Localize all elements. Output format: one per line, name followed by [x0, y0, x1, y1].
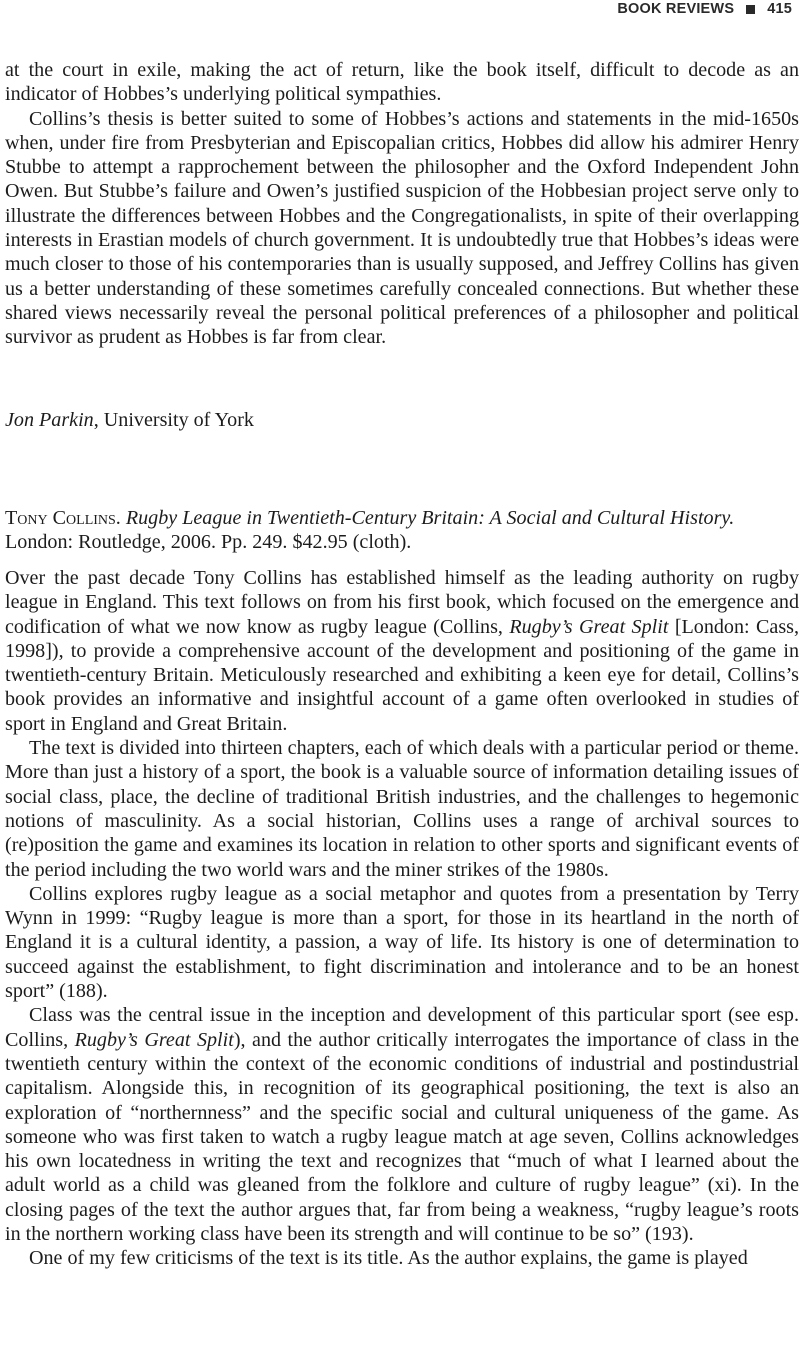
cited-title: Rugby’s Great Split — [509, 615, 669, 638]
page-number: 415 — [767, 1, 792, 17]
publication-details: London: Routledge, 2006. Pp. 249. $42.95 (cloth). — [5, 531, 412, 554]
paragraph: The text is divided into thirteen chapters, each of which deals with a particular period or theme. More than just a history of a sport, the book is a valuable source of information detailing issues of social class, place, the decline of traditional British industries, and the challenges to hegemonic notions of masculinity. As a social historian, Collins uses a range of archival sources to (re)position the game and examines its location in relation to other sports and significant events of the period including the two world wars and the miner strikes of the 1980s. — [5, 737, 799, 881]
text-run: [London: Cass, 1998]), to provide a comprehensive account of the development and positioning of the game in twentieth-century Britain. Meticulously researched and exhibiting a keen eye for detail, Collins’s book provides an informative and insightful account of a game often overlooked in studies of sport in England and Great Britain. — [5, 615, 799, 735]
paragraph: Collins explores rugby league as a social metaphor and quotes from a presentation by Terry Wynn in 1999: “Rugby league is more than a sport, for those in its heartland in the north of England it is a cultural identity, a passion, a way of life. Its history is one of determination to succeed against the establishment, to fight discrimination and intolerance and to be an honest sport” (188). — [5, 882, 799, 1003]
paragraph: One of my few criticisms of the text is its title. As the author explains, the game is played — [29, 1247, 748, 1270]
paragraph — [5, 1003, 799, 1246]
book-title: Rugby League in Twentieth-Century Britain: A Social and Cultural History. — [125, 507, 735, 529]
reviewer-name: Jon Parkin — [5, 409, 94, 431]
section-title: BOOK REVIEWS — [617, 1, 735, 17]
previous-review-ending — [5, 58, 799, 350]
text-run: Class was the central issue in the inception and development of this particular sport (see esp. Collins, — [5, 1004, 799, 1051]
review-citation — [5, 506, 799, 555]
text-run: Over the past decade Tony Collins has established himself as the leading authority on rugby league in England. This text follows on from his first book, which focused on the emergence and codification of what we now know as rugby league (Collins, — [5, 567, 799, 638]
reviewer-signature — [5, 408, 254, 432]
text-run: ), and the author critically interrogates the importance of class in the twentieth century within the context of the economic conditions of industrial and postindustrial capitalism. Alongside this, in recognition of its geographical positioning, the text is also an exploration of “northernness” and the specific social and cultural uniqueness of the game. As someone who was first taken to watch a rugby league match at age seven, Collins acknowledges his own locatedness in writing the text and recognizes that “much of what I learned about the adult world as a child was gleaned from the folklore and culture of rugby league” (xi). In the closing pages of the text the author argues that, far from being a weakness, “rugby league’s roots in the northern working class have been its strength and will continue to be so” (193). — [5, 1028, 799, 1246]
running-head — [617, 0, 792, 18]
separator-square-icon — [746, 5, 755, 14]
cited-title: Rugby’s Great Split — [74, 1028, 234, 1051]
review-body — [5, 566, 799, 1271]
book-author: Tony Collins. — [5, 507, 121, 529]
paragraph — [5, 566, 799, 736]
reviewer-affiliation: , University of York — [93, 409, 254, 431]
paragraph: at the court in exile, making the act of return, like the book itself, difficult to decode as an indicator of Hobbes’s underlying political sympathies. — [5, 59, 799, 106]
paragraph: Collins’s thesis is better suited to some of Hobbes’s actions and statements in the mid-1650s when, under fire from Presbyterian and Episcopalian critics, Hobbes did allow his admirer Henry Stubbe to attempt a rapprochement between the philosopher and the Oxford Independent John Owen. But Stubbe’s failure and Owen’s justified suspicion of the Hobbesian project serve only to illustrate the differences between Hobbes and the Congregationalists, in spite of their overlapping interests in Erastian models of church government. It is undoubtedly true that Hobbes’s ideas were much closer to those of his contemporaries than is usually supposed, and Jeffrey Collins has given us a better understanding of these sometimes carefully concealed connections. But whether these shared views necessarily reveal the personal political preferences of a philosopher and political survivor as prudent as Hobbes is far from clear. — [5, 107, 799, 349]
